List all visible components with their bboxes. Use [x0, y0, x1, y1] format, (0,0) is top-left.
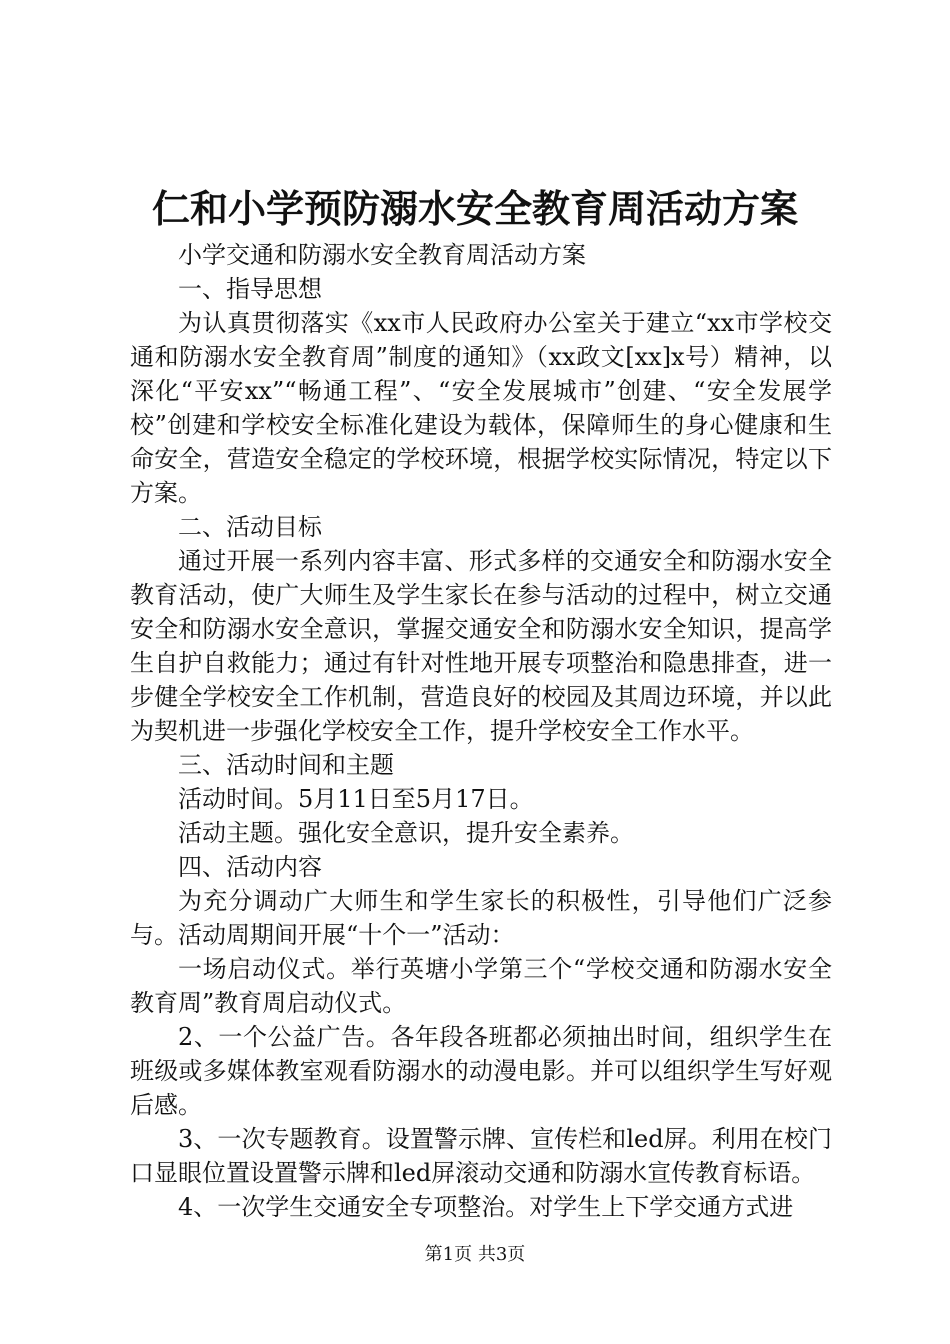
- document-title: 仁和小学预防溺水安全教育周活动方案: [151, 186, 798, 231]
- page-footer: 第1页 共3页: [424, 1244, 526, 1265]
- paragraph-activity-goal: 通过开展一系列内容丰富、形式多样的交通安全和防溺水安全教育活动，使广大师生及学生家长在参与活动的过程中，树立交通安全和防溺水安全意识，掌握交通安全和防溺水安全知识，提高学生自护自救能力；通过有针对性地开展专项整治和隐患排查，进一步健全学校安全工作机制，营造良好的校园及其周边环境，并以此为契机进一步强化学校安全工作，提升学校安全工作水平。: [130, 547, 832, 745]
- paragraph-item-2: 2、一个公益广告。各年段各班都必须抽出时间，组织学生在班级或多媒体教室观看防溺水的动漫电影。并可以组织学生写好观后感。: [130, 1023, 832, 1119]
- paragraph-content-intro: 为充分调动广大师生和学生家长的积极性，引导他们广泛参与。活动周期间开展“十个一”活动：: [130, 887, 832, 949]
- document-body: [130, 238, 832, 1224]
- paragraph-item-3: 3、一次专题教育。设置警示牌、宣传栏和led屏。利用在校门口显眼位置设置警示牌和led屏滚动交通和防溺水宣传教育标语。: [130, 1125, 832, 1187]
- paragraph-guiding-thought: 为认真贯彻落实《xx市人民政府办公室关于建立“xx市学校交通和防溺水安全教育周”制度的通知》（xx政文[xx]x号）精神，以深化“平安xx”“畅通工程”、“安全发展城市”创建、“安全发展学校”创建和学校安全标准化建设为载体，保障师生的身心健康和生命安全，营造安全稳定的学校环境，根据学校实际情况，特定以下方案。: [130, 309, 832, 507]
- paragraph-subtitle: 小学交通和防溺水安全教育周活动方案: [178, 241, 586, 269]
- paragraph-activity-theme: 活动主题。强化安全意识，提升安全素养。: [178, 819, 634, 847]
- paragraph-activity-time: 活动时间。5月11日至5月17日。: [178, 785, 534, 813]
- paragraph-item-4: 4、一次学生交通安全专项整治。对学生上下学交通方式进: [178, 1193, 794, 1221]
- paragraph-item-1: 一场启动仪式。举行英塘小学第三个“学校交通和防溺水安全教育周”教育周启动仪式。: [130, 955, 832, 1017]
- heading-guiding-thought: 一、指导思想: [178, 275, 322, 303]
- heading-time-theme: 三、活动时间和主题: [178, 751, 394, 779]
- heading-activity-content: 四、活动内容: [178, 853, 322, 881]
- heading-activity-goal: 二、活动目标: [178, 513, 322, 541]
